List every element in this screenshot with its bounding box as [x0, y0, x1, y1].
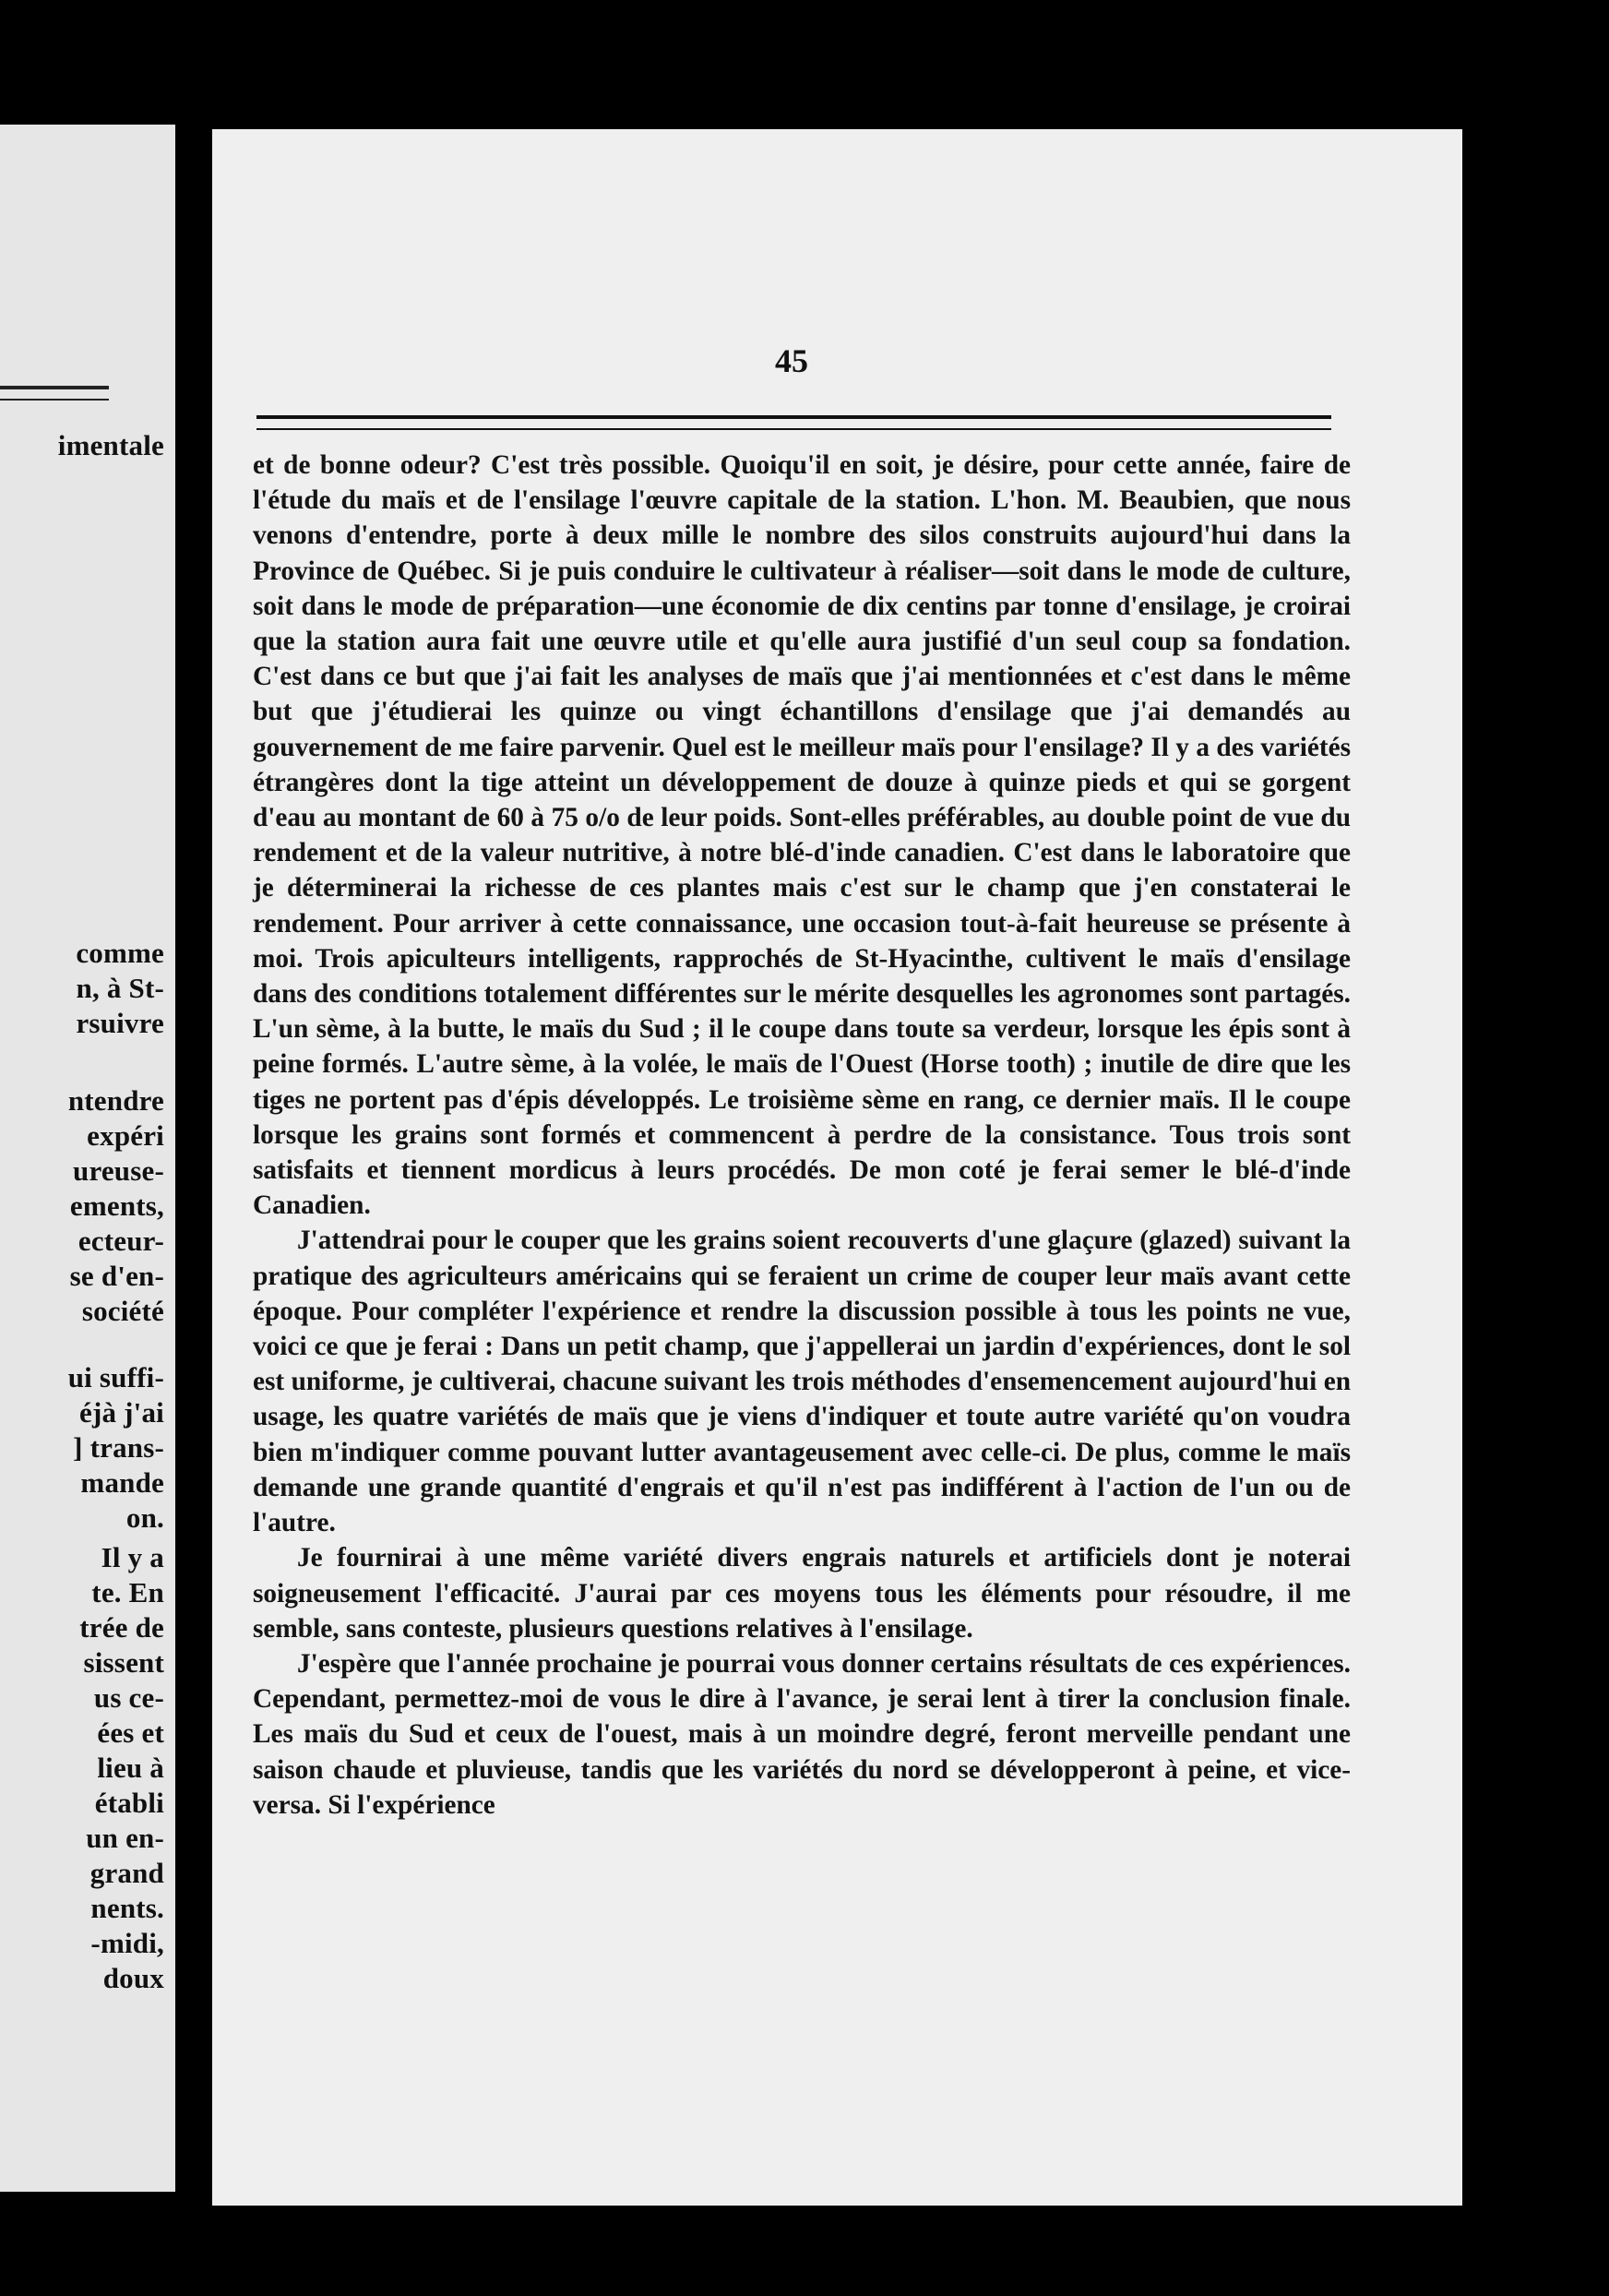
left-page-line: ureuse-: [73, 1154, 164, 1187]
left-page-header-rule: [0, 386, 109, 401]
left-page-line: expéri: [87, 1119, 164, 1152]
page-number: 45: [775, 342, 808, 379]
left-page-line: -midi,: [90, 1927, 164, 1959]
left-page-line: se d'en-: [69, 1260, 164, 1292]
left-page-line: éjà j'ai: [79, 1396, 164, 1429]
left-page-line: nents.: [90, 1892, 164, 1924]
left-page-line: n, à St-: [76, 972, 164, 1004]
left-page-line: comme: [76, 937, 164, 969]
left-page-line: ui suffi-: [67, 1361, 164, 1393]
left-page-line: ements,: [69, 1190, 164, 1222]
body-text: [253, 448, 1351, 1823]
left-page-line: établi: [94, 1787, 164, 1819]
left-page-line: ntendre: [67, 1084, 164, 1117]
paragraph: J'espère que l'année prochaine je pourrai vous donner certains résultats de ces expériences. Cependant, permettez-moi de vous le dire à l'avance, je serai lent à tirer la conclusion finale. Les maïs du Sud et ceux de l'ouest, mais à un moindre degré, feront merveille pendant une saison chaude et pluvieuse, tandis que les variétés du nord se développeront à peine, et vice-versa. Si l'expérience: [253, 1648, 1351, 1820]
paragraph: Je fournirai à une même variété divers engrais naturels et artificiels dont je noterai soigneusement l'efficacité. J'aurai par ces moyens tous les éléments pour résoudre, il me semble, sans conteste, plusieurs questions relatives à l'ensilage.: [253, 1543, 1351, 1644]
main-page: [212, 129, 1462, 2206]
left-page-line: sissent: [83, 1646, 164, 1679]
left-page-line: us ce-: [93, 1681, 164, 1714]
left-page-line: imentale: [57, 429, 164, 461]
left-page-line: ées et: [97, 1716, 164, 1749]
left-page-line: société: [81, 1295, 164, 1327]
paragraph: et de bonne odeur? C'est très possible. Quoiqu'il en soit, je désire, pour cette année, faire de l'étude du maïs et de l'ensilage l'œuvre capitale de la station. L'hon. M. Beaubien, que nous venons d'entendre, porte à deux mille le nombre des silos construits aujourd'hui dans la Province de Québec. Si je puis conduire le cultivateur à réaliser—soit dans le mode de culture, soit dans le mode de préparation—une économie de dix centins par tonne d'ensilage, je croirai que la station aura fait une œuvre utile et qu'elle aura justifié d'un seul coup sa fondation. C'est dans ce but que j'ai fait les analyses de maïs que j'ai mentionnées et c'est dans le même but que j'étudierai les quinze ou vingt échantillons d'ensilage que j'ai demandés au gouvernement de me faire parvenir. Quel est le meilleur maïs pour l'ensilage? Il y a des variétés étrangères dont la tige atteint un développement de douze à quinze pieds et qui se gorgent d'eau au montant de 60 à 75 o/o de leur poids. Sont-elles préférables, au double point de vue du rendement et de la valeur nutritive, à notre blé-d'inde canadien. C'est dans le laboratoire que je déterminerai la richesse de ces plantes mais c'est sur le champ que j'en constaterai le rendement. Pour arriver à cette connaissance, une occasion tout-à-fait heureuse se présente à moi. Trois apiculteurs intelligents, rapprochés de St-Hyacinthe, cultivent le maïs d'ensilage dans des conditions totalement différentes sur le mérite desquelles les agronomes sont partagés. L'un sème, à la butte, le maïs du Sud ; il le coupe dans toute sa verdeur, lorsque les épis sont à peine formés. L'autre sème, à la volée, le maïs de l'Ouest (Horse tooth) ; inutile de dire que les tiges ne portent pas d'épis développés. Le troisième sème en rang, ce dernier maïs. Il le coupe lorsque les grains sont formés et commencent à perdre de la consistance. Tous trois sont satisfaits et tiennent mordicus à leurs procédés. De mon coté je ferai semer le blé-d'inde Canadien.: [253, 450, 1351, 1221]
left-page-line: on.: [125, 1501, 164, 1534]
left-page-line: un en-: [86, 1822, 164, 1854]
left-page-line: lieu à: [97, 1752, 164, 1784]
left-page-line: mande: [80, 1466, 164, 1499]
left-page-line: te. En: [91, 1576, 164, 1608]
book-gutter: [175, 0, 212, 2296]
left-page-line: Il y a: [101, 1541, 164, 1573]
left-page-line: grand: [89, 1857, 164, 1889]
paragraph: J'attendrai pour le couper que les grains soient recouverts d'une glaçure (glazed) suivant la pratique des agriculteurs américains qui se feraient un crime de couper leur maïs avant cette époque. Pour compléter l'expérience et rendre la discussion possible à tous les points ne vue, voici ce que je ferai : Dans un petit champ, que j'appellerai un jardin d'expériences, dont le sol est uniforme, je cultiverai, chacune suivant les trois méthodes d'ensemencement aujourd'hui en usage, les quatre variétés de maïs que je viens d'indiquer et toute autre variété qu'on voudra bien m'indiquer comme pouvant lutter avantageusement avec celle-ci. De plus, comme le maïs demande une grande quantité d'engrais et qu'il n'est pas indifférent à l'action de l'un ou de l'autre.: [253, 1226, 1351, 1538]
left-page-line: rsuivre: [76, 1007, 164, 1039]
adjacent-left-page: [0, 125, 175, 2192]
left-page-line: ecteur-: [77, 1225, 164, 1257]
header-rule: [256, 415, 1331, 430]
left-page-line: trée de: [79, 1611, 164, 1644]
left-page-line: doux: [102, 1962, 164, 1994]
left-page-line: ] trans-: [73, 1431, 164, 1464]
